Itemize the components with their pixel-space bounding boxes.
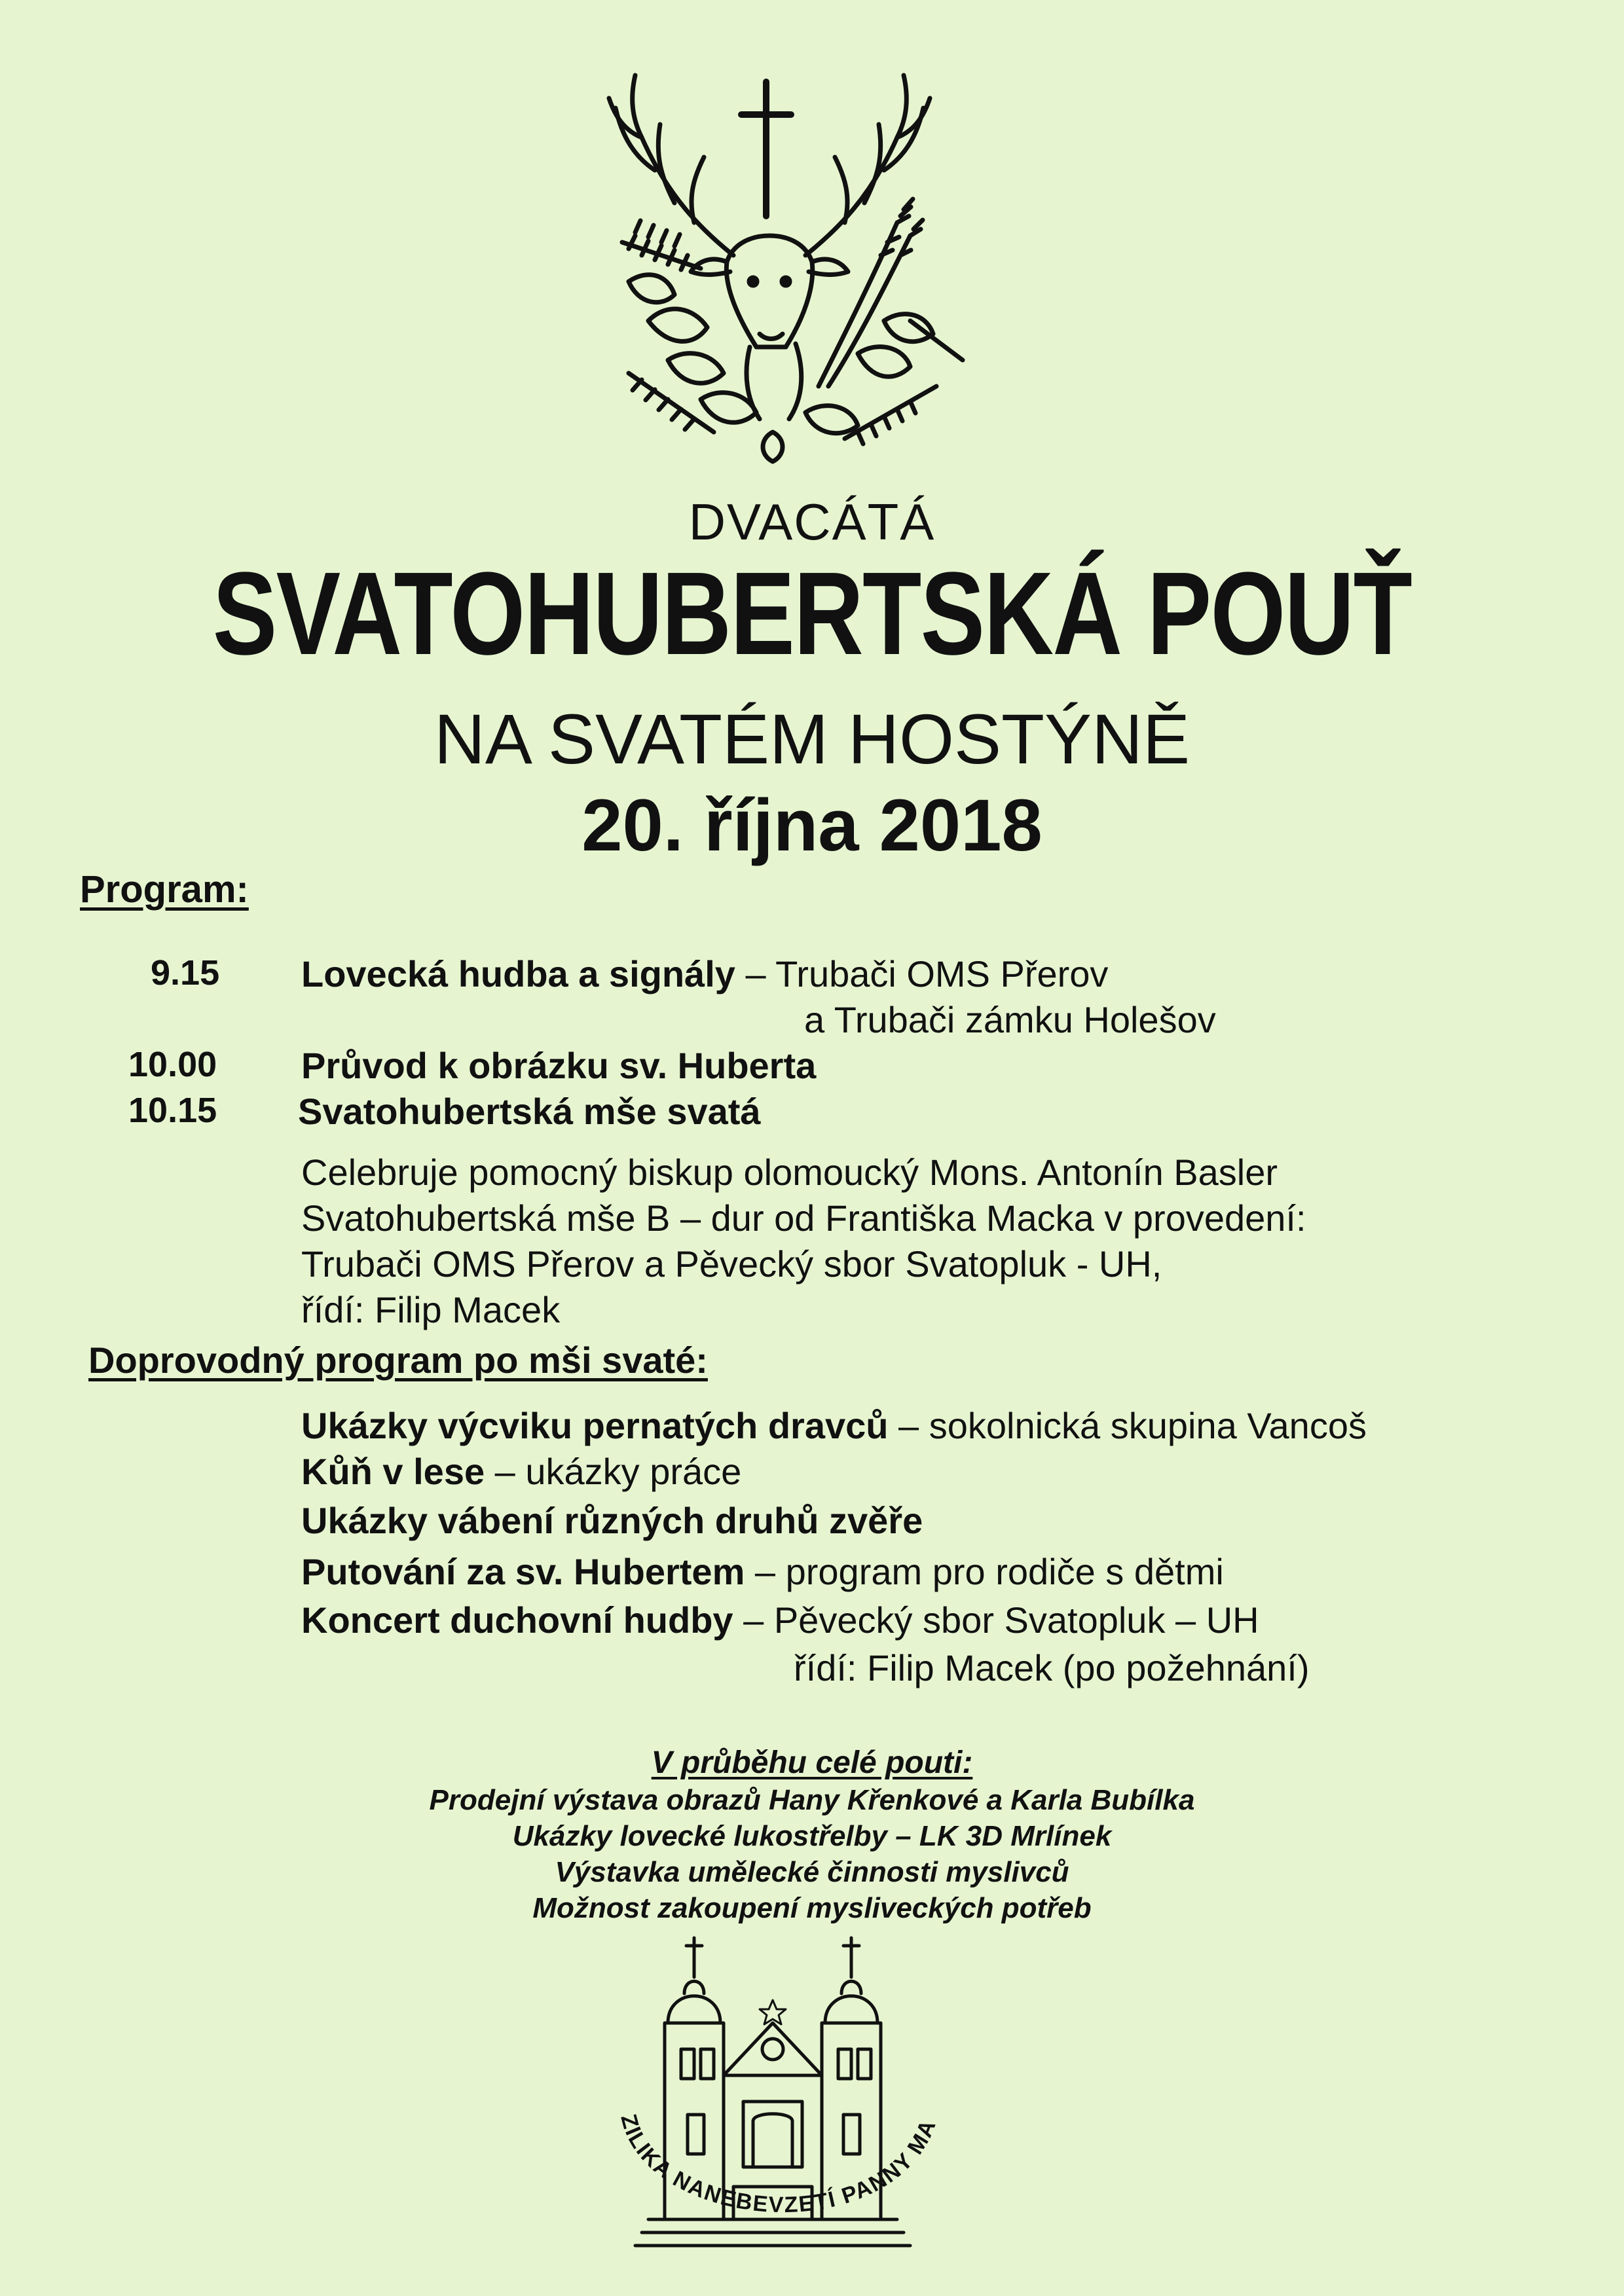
program-time: 9.15 — [151, 953, 220, 993]
location-title: NA SVATÉM HOSTÝNĚ — [434, 699, 1190, 778]
program-time: 10.15 — [128, 1091, 217, 1130]
extra-item-name: Putování za sv. Hubertem — [301, 1551, 745, 1592]
extra-item-detail-2: řídí: Filip Macek (po požehnání) — [794, 1647, 1310, 1688]
main-title: SVATOHUBERTSKÁ POUŤ — [212, 548, 1412, 680]
program-item-detail: – Trubači OMS Přerov — [745, 953, 1109, 994]
during-title: V průběhu celé pouti: — [651, 1745, 973, 1780]
extra-program-item — [301, 1450, 741, 1493]
heading-ordinal: DVACÁTÁ — [688, 493, 936, 551]
extra-program-title: Doprovodný program po mši svaté: — [88, 1339, 708, 1381]
extra-program-item — [301, 1404, 1367, 1447]
program-detail-line: Celebruje pomocný biskup olomoucký Mons. Antonín Basler — [301, 1152, 1278, 1193]
svg-text:BAZILIKA NANEBEVZETÍ PANNY MAR — [596, 1925, 941, 2217]
extra-item-detail: – ukázky práce — [485, 1451, 742, 1492]
extra-item-name: Ukázky výcviku pernatých dravců — [301, 1405, 889, 1446]
program-title: Program: — [80, 868, 249, 911]
during-line: Možnost zakoupení mysliveckých potřeb — [532, 1892, 1092, 1924]
program-item-name: Průvod k obrázku sv. Huberta — [301, 1045, 817, 1086]
basilica-emblem — [596, 1925, 963, 2278]
program-time: 10.00 — [128, 1045, 217, 1084]
program-item-detail-2: a Trubači zámku Holešov — [804, 999, 1216, 1040]
extra-item-detail: – program pro rodiče s dětmi — [745, 1551, 1224, 1592]
program-item-name: Svatohubertská mše svatá — [298, 1091, 761, 1132]
basilica-icon — [596, 1925, 963, 2278]
extra-item-name: Ukázky vábení různých druhů zvěře — [301, 1500, 923, 1541]
extra-item-name: Kůň v lese — [301, 1451, 485, 1492]
program-detail-line: Trubači OMS Přerov a Pěvecký sbor Svatopluk - UH, — [301, 1243, 1162, 1285]
extra-program-item — [301, 1499, 923, 1542]
extra-program-item — [301, 1599, 1259, 1641]
program-detail-line: řídí: Filip Macek — [301, 1289, 561, 1330]
during-line: Ukázky lovecké lukostřelby – LK 3D Mrlínek — [512, 1820, 1112, 1852]
extra-item-name: Koncert duchovní hudby — [301, 1599, 733, 1641]
during-line: Prodejní výstava obrazů Hany Křenkové a Karla Bubílka — [429, 1784, 1195, 1816]
program-detail-line: Svatohubertská mše B – dur od Františka Macka v provedení: — [301, 1197, 1306, 1239]
extra-program-item — [301, 1550, 1224, 1593]
deer-emblem — [570, 46, 989, 465]
program-item — [301, 953, 1108, 995]
basilica-caption: ZILIKA NANEBEVZETÍ PANNY MA — [616, 2111, 942, 2218]
program-item-name: Lovecká hudba a signály — [301, 953, 735, 994]
extra-item-detail: – sokolnická skupina Vancoš — [888, 1405, 1367, 1446]
event-date: 20. října 2018 — [581, 784, 1043, 866]
stag-cross-icon — [570, 46, 989, 465]
extra-item-detail: – Pěvecký sbor Svatopluk – UH — [733, 1599, 1259, 1641]
during-line: Výstavka umělecké činnosti myslivců — [555, 1856, 1069, 1888]
